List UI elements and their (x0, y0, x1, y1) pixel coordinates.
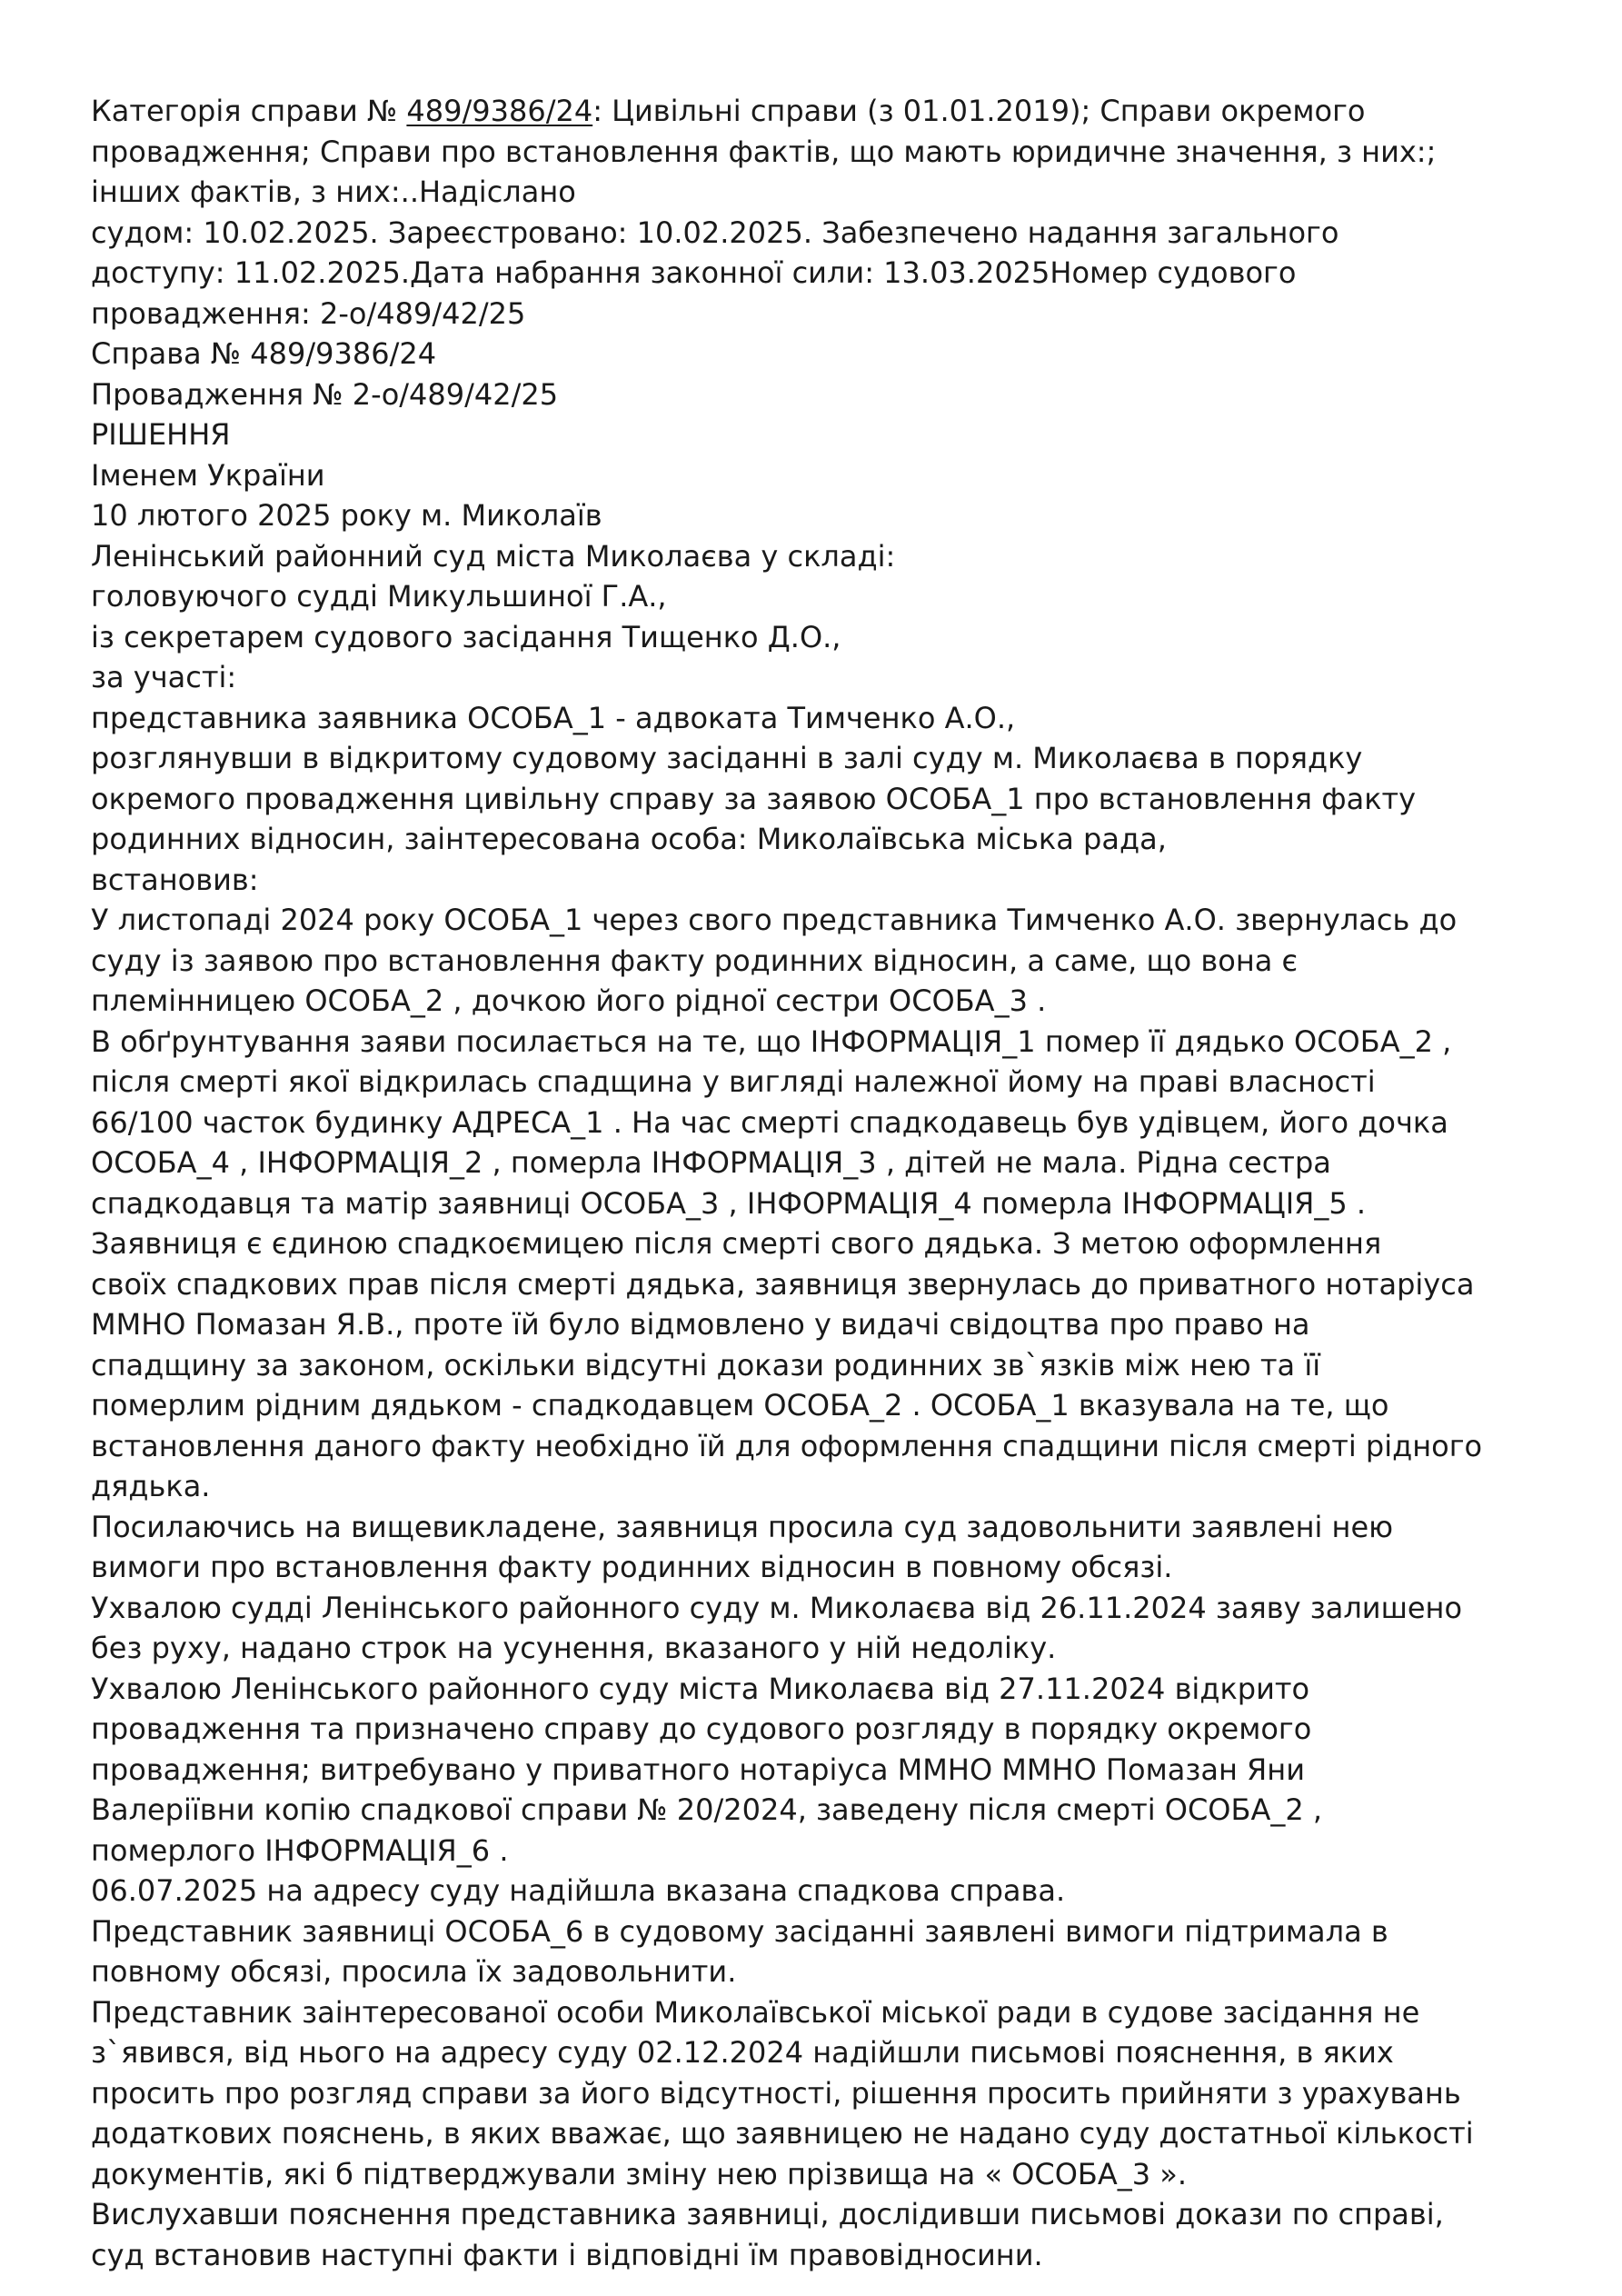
text-line: В обґрунтування заяви посилається на те, що ІНФОРМАЦІЯ_1 помер її дядько ОСОБА_2 , (91, 1023, 1452, 1059)
text-line: із секретарем судового засідання Тищенко Д.О., (91, 619, 841, 654)
text-line: Заявниця є єдиною спадкоємицею після смерті свого дядька. З метою оформлення (91, 1226, 1382, 1261)
text-line: документів, які б підтверджували зміну нею прізвища на « ОСОБА_3 ». (91, 2156, 1188, 2191)
text-line: Ухвалою Ленінського районного суду міста Миколаєва від 27.11.2024 відкрито (91, 1671, 1310, 1706)
text-line: повному обсязі, просила їх задовольнити. (91, 1954, 737, 1989)
text-line: суд встановив наступні факти і відповідні їм правовідносини. (91, 2237, 1043, 2272)
text-line: судом: 10.02.2025. Зареєстровано: 10.02.2025. Забезпечено надання загального (91, 215, 1339, 250)
text-line: доступу: 11.02.2025.Дата набрання законної сили: 13.03.2025Номер судового (91, 255, 1297, 290)
text-line: вимоги про встановлення факту родинних відносин в повному обсязі. (91, 1550, 1173, 1584)
text-line: племінницею ОСОБА_2 , дочкою його рідної сестри ОСОБА_3 . (91, 983, 1047, 1018)
text-line: встановив: (91, 862, 259, 897)
text-line: після смерті якої відкрилась спадщина у вигляді належної йому на праві власності (91, 1064, 1376, 1099)
text-line: додаткових пояснень, в яких вважає, що заявницею не надано суду достатньої кількості (91, 2116, 1474, 2151)
text-line: 10 лютого 2025 року м. Миколаїв (91, 498, 602, 533)
text-line: представника заявника ОСОБА_1 - адвоката Тимченко А.О., (91, 700, 1016, 735)
text-line: ОСОБА_4 , ІНФОРМАЦІЯ_2 , померла ІНФОРМАЦІЯ_3 , дітей не мала. Рідна сестра (91, 1145, 1331, 1180)
text-line: з`явився, від нього на адресу суду 02.12.2024 надійшли письмові пояснення, в яких (91, 2035, 1394, 2070)
text-line: за участі: (91, 660, 237, 694)
text-line: суду із заявою про встановлення факту родинних відносин, а саме, що вона є (91, 943, 1299, 978)
text-line: спадкодавця та матір заявниці ОСОБА_3 , ІНФОРМАЦІЯ_4 померла ІНФОРМАЦІЯ_5 . (91, 1185, 1367, 1221)
text-line: Посилаючись на вищевикладене, заявниця просила суд задовольнити заявлені нею (91, 1509, 1394, 1544)
text-line: Провадження № 2-о/489/42/25 (91, 376, 559, 412)
text-line: 66/100 часток будинку АДРЕСА_1 . На час смерті спадкодавець був удівцем, його дочка (91, 1104, 1448, 1140)
text-line: Валеріївни копію спадкової справи № 20/2024, заведену після смерті ОСОБА_2 , (91, 1792, 1323, 1827)
case-category-suffix: : Цивільні справи (з 01.01.2019); Справи окремого (592, 94, 1366, 128)
text-line: Представник заінтересованої особи Миколаївської міської ради в судове засідання не (91, 1994, 1420, 2030)
text-line: Ухвалою судді Ленінського районного суду м. Миколаєва від 26.11.2024 заяву залишено (91, 1590, 1463, 1625)
text-line: Справа № 489/9386/24 (91, 336, 437, 371)
text-line: РІШЕННЯ (91, 417, 231, 452)
text-line: без руху, надано строк на усунення, вказаного у ній недоліку. (91, 1631, 1057, 1665)
text-line: спадщину за законом, оскільки відсутні докази родинних зв`язків між нею та її (91, 1347, 1321, 1383)
text-line: Ленінський районний суд міста Миколаєва у складі: (91, 538, 896, 574)
text-line: головуючого судді Микульшиної Г.А., (91, 579, 667, 614)
text-line: розглянувши в відкритому судовому засіданні в залі суду м. Миколаєва в порядку (91, 741, 1363, 775)
text-line: провадження: 2-о/489/42/25 (91, 295, 526, 331)
case-category-prefix: Категорія справи № (91, 94, 407, 128)
text-line: встановлення даного факту необхідно їй для оформлення спадщини після смерті рідного (91, 1428, 1483, 1463)
text-line: провадження; Справи про встановлення фактів, що мають юридичне значення, з них:; (91, 134, 1437, 169)
document-text-lines (91, 132, 1581, 2276)
text-line: Вислухавши пояснення представника заявниці, дослідивши письмові докази по справі, (91, 2197, 1444, 2231)
text-line: У листопаді 2024 року ОСОБА_1 через свого представника Тимченко А.О. звернулась до (91, 903, 1458, 937)
text-line: просить про розгляд справи за його відсутності, рішення просить прийняти з урахувань (91, 2075, 1461, 2111)
text-line: 06.07.2025 на адресу суду надійшла вказана спадкова справа. (91, 1873, 1066, 1908)
text-line: померлого ІНФОРМАЦІЯ_6 . (91, 1832, 509, 1868)
text-line: родинних відносин, заінтересована особа: Миколаївська міська рада, (91, 822, 1167, 856)
text-line: інших фактів, з них:..Надіслано (91, 175, 576, 209)
document-body (91, 91, 1581, 2275)
case-number-link[interactable]: 489/9386/24 (406, 94, 593, 128)
text-line: померлим рідним дядьком - спадкодавцем ОСОБА_2 . ОСОБА_1 вказувала на те, що (91, 1388, 1389, 1423)
text-line: своїх спадкових прав після смерті дядька, заявниця звернулась до приватного нотаріуса (91, 1266, 1475, 1302)
case-category-line (91, 91, 1581, 132)
text-line: Іменем України (91, 457, 325, 493)
text-line: дядька. (91, 1469, 211, 1503)
text-line: ММНО Помазан Я.В., проте їй було відмовлено у видачі свідоцтва про право на (91, 1307, 1310, 1342)
text-line: провадження; витребувано у приватного нотаріуса ММНО ММНО Помазан Яни (91, 1752, 1305, 1787)
text-line: окремого провадження цивільну справу за заявою ОСОБА_1 про встановлення факту (91, 781, 1417, 816)
text-line: провадження та призначено справу до судового розгляду в порядку окремого (91, 1712, 1312, 1746)
text-line: Представник заявниці ОСОБА_6 в судовому засіданні заявлені вимоги підтримала в (91, 1913, 1388, 1949)
